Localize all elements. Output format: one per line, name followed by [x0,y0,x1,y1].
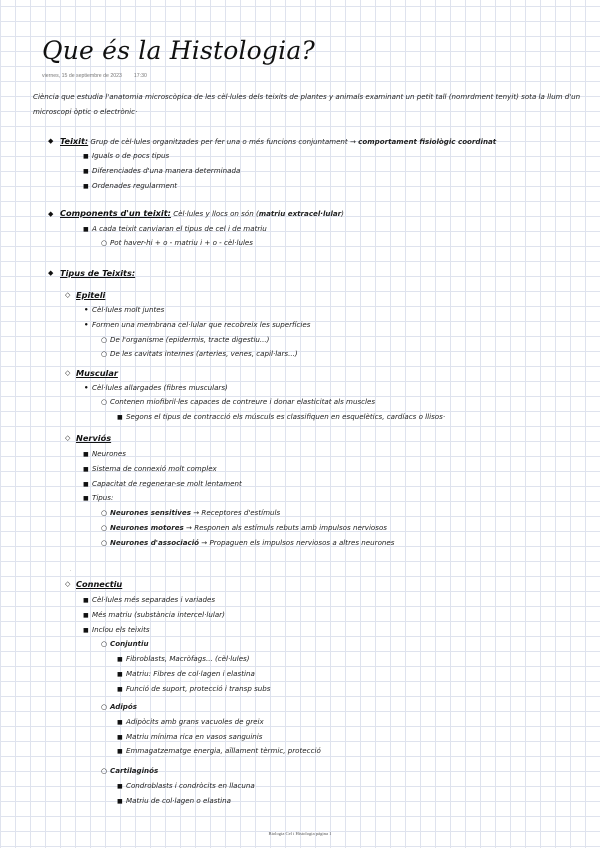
bullet-square: ■ [83,597,89,604]
bullet-square: ■ [117,783,123,790]
list-item: Tipus: [92,493,114,502]
list-item: Funció de suport, protecció i transp subs [126,684,271,693]
bullet-square: ■ [83,153,89,160]
neuron-type-name: Neurones d'associació [110,538,200,547]
bullet-dot: • [84,321,89,329]
list-item: Diferenciades d'una manera determinada [92,166,241,175]
page-footer: Biologia Cel i Histologia página 1 [268,831,332,836]
list-item: Matriu de col·lagen o elastina [126,796,231,805]
bullet-ring: ○ [101,509,108,517]
bullet-square: ■ [117,414,123,421]
bullet-square: ■ [117,734,123,741]
bullet-square: ■ [83,183,89,190]
components-definition [60,208,344,219]
bullet-square: ■ [117,671,123,678]
list-item: Formen una membrana cel·lular que recobreix les superfícies [92,320,311,329]
bullet-ring: ○ [101,350,108,358]
bullet-square: ■ [117,719,123,726]
bullet-square: ■ [117,798,123,805]
neuron-type-desc: → Responen als estímuls rebuts amb impulsos nerviosos [183,523,387,532]
bullet-ring: ○ [101,640,108,648]
components-close: ) [341,209,344,218]
page-datetime [42,73,147,79]
bullet-dot: • [84,306,89,314]
list-item: Cèl·lules molt juntes [92,305,165,314]
components-label: Components d'un teixit: [60,208,171,218]
list-item: Més matriu (substància intercel·lular) [92,610,225,619]
teixit-definition [60,136,496,147]
bullet-diamond-outline: ◇ [65,291,71,299]
page-title: Que és la Histologia? [42,36,316,65]
list-item: Segons el tipus de contracció els músculs es classifiquen en esquelètics, cardíacs o llisos· [126,412,446,421]
list-item: Adipòcits amb grans vacuoles de greix [126,717,264,726]
list-item: Cèl·lules més separades i variades [92,595,216,604]
page-time: 17:30 [133,73,147,79]
bullet-square: ■ [117,656,123,663]
cartilaginos-heading: Cartilaginós [110,766,159,775]
list-item: Contenen miofibril·les capaces de contreure i donar elasticitat als muscles [110,397,376,406]
neuron-type [110,538,394,548]
bullet-square: ■ [83,612,89,619]
tipus-heading: Tipus de Teixits: [60,268,136,278]
list-item: Pot haver-hi + o - matriu i + o - cèl·lules [110,238,253,247]
nervios-heading: Nerviós [76,433,112,443]
bullet-square: ■ [83,627,89,634]
neuron-type-desc: → Propaguen els impulsos nerviosos a altres neurones [199,538,395,547]
list-item: Cèl·lules allargades (fibres musculars) [92,383,228,392]
epiteli-heading: Epiteli [76,290,106,300]
neuron-type [110,523,387,533]
list-item: Matriu: Fibres de col·lagen i elastina [126,669,255,678]
bullet-dot: • [84,384,89,392]
neuron-type-desc: → Receptores d'estímuls [190,508,281,517]
intro-paragraph: Ciència que estudia l'anatomia microscòpica de les cèl·lules dels teixits de plantes y animals examinant un petit tall (nomrdment tenyit) sota la llum d'un microscopi òptic o electrònic· [33,92,581,116]
bullet-ring: ○ [101,398,108,406]
bullet-diamond-outline: ◇ [65,434,71,442]
bullet-square: ■ [83,481,89,488]
connectiu-heading: Connectiu [76,579,123,589]
conjuntiu-heading: Conjuntiu [110,639,149,648]
components-bold: matriu extracel·lular [258,209,342,218]
list-item: Inclou els teixits [92,625,150,634]
bullet-square: ■ [117,686,123,693]
bullet-square: ■ [83,466,89,473]
bullet-diamond-filled: ◆ [48,269,54,277]
teixit-label: Teixit: [60,136,89,146]
list-item: De l'organisme (epidermis, tracte digestiu...) [110,335,270,344]
bullet-square: ■ [83,226,89,233]
bullet-diamond-filled: ◆ [48,210,54,218]
bullet-ring: ○ [101,336,108,344]
list-item: Condroblasts i condròcits en llacuna [126,781,255,790]
muscular-heading: Muscular [76,368,118,378]
list-item: Matriu mínima rica en vasos sanguinis [126,732,263,741]
bullet-ring: ○ [101,239,108,247]
bullet-ring: ○ [101,539,108,547]
page-date: viernes, 15 de septiembre de 2023 [42,73,122,79]
bullet-square: ■ [83,168,89,175]
neuron-type [110,508,280,518]
teixit-bold: comportament fisiològic coordinat [358,137,497,146]
neuron-type-name: Neurones sensitives [110,508,191,517]
list-item: Emmagatzematge energia, aïllament tèrmic, protecció [126,746,321,755]
bullet-diamond-filled: ◆ [48,137,54,145]
bullet-ring: ○ [101,524,108,532]
neuron-type-name: Neurones motores [110,523,184,532]
list-item: Neurones [92,449,126,458]
bullet-ring: ○ [101,703,108,711]
list-item: Ordenades regularment [92,181,178,190]
bullet-square: ■ [83,495,89,502]
adipos-heading: Adipós [110,702,137,711]
bullet-square: ■ [83,451,89,458]
list-item: A cada teixit canviaran el tipus de cel i de matriu [92,224,267,233]
components-text: Cèl·lules y llocs on són ( [170,209,259,218]
list-item: Iguals o de pocs tipus [92,151,170,160]
bullet-diamond-outline: ◇ [65,369,71,377]
stray-mark: · [70,568,72,573]
bullet-diamond-outline: ◇ [65,580,71,588]
list-item: De les cavitats internes (arteries, venes, capil·lars...) [110,349,298,358]
teixit-text: Grup de cèl·lules organitzades per fer una o més funcions conjuntament → [88,137,359,146]
list-item: Fibroblasts, Macròfags... (cèl·lules) [126,654,250,663]
list-item: Capacitat de regenerar-se molt lentament [92,479,242,488]
bullet-ring: ○ [101,767,108,775]
bullet-square: ■ [117,748,123,755]
list-item: Sistema de connexió molt complex [92,464,217,473]
